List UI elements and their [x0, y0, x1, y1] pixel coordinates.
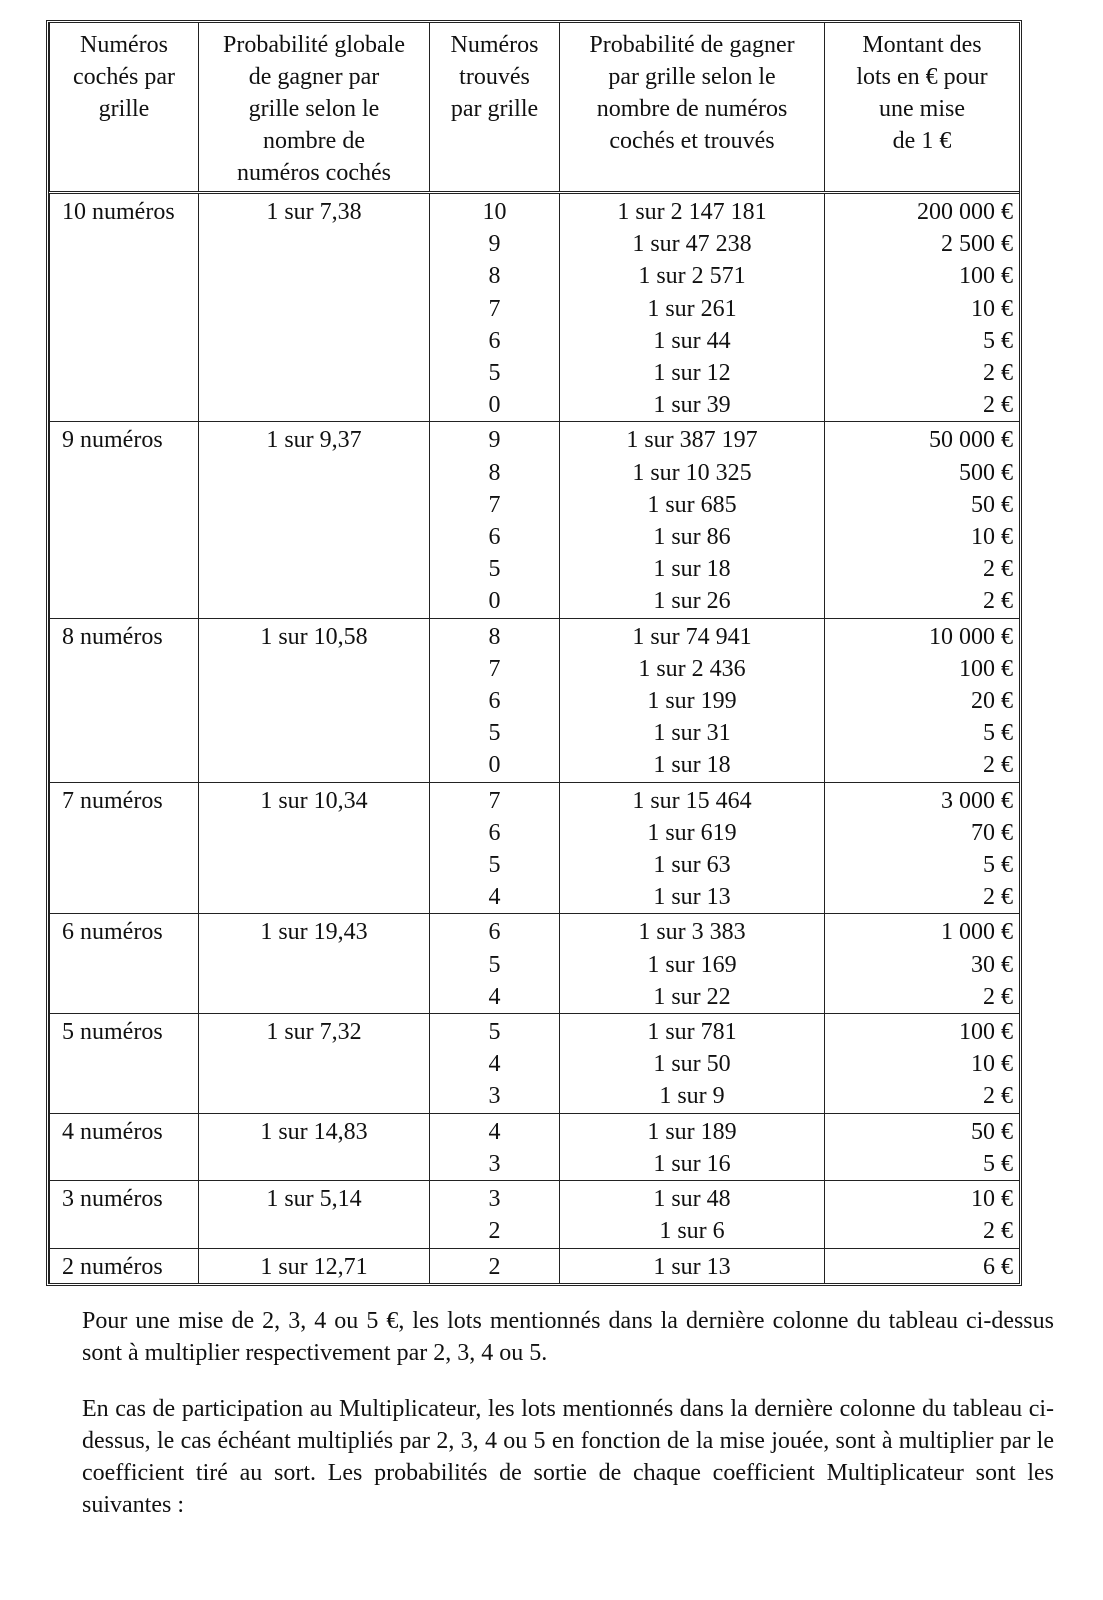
prize-amount-value: 10 € [971, 524, 1013, 551]
found-number-cell [430, 914, 560, 1014]
header-line: Montant des [862, 32, 982, 58]
checked-numbers-cell: 3 numéros [50, 1181, 199, 1248]
header-line: par grille [450, 96, 539, 122]
header-line: cochés et trouvés [609, 128, 775, 154]
prize-amount-value: 2 € [983, 983, 1013, 1010]
found-number-value: 3 [488, 1083, 501, 1110]
prize-amount-value: 200 000 € [917, 199, 1013, 225]
prize-amount-value: 3 000 € [941, 787, 1013, 814]
prize-amount-value: 500 € [959, 459, 1013, 486]
header-line: Probabilité de gagner [589, 32, 795, 58]
found-number-value: 0 [488, 752, 501, 779]
header-line: par grille selon le [608, 64, 776, 90]
prize-amount-value: 5 € [983, 1150, 1013, 1177]
found-number-value: 7 [488, 787, 501, 814]
header-line: de gagner par [248, 64, 380, 90]
probability-cell [560, 1181, 825, 1248]
global-probability-cell: 1 sur 7,32 [199, 1014, 430, 1114]
found-number-cell [430, 1113, 560, 1180]
found-number-value: 8 [488, 263, 501, 290]
header-global-probability [199, 23, 430, 193]
found-number-value: 9 [488, 427, 501, 454]
prize-table [49, 23, 1020, 1283]
global-probability-cell: 1 sur 9,37 [199, 422, 430, 618]
found-number-cell [430, 193, 560, 422]
probability-value: 1 sur 22 [653, 983, 731, 1010]
table-row [50, 1181, 1020, 1248]
found-number-value: 5 [488, 1019, 501, 1046]
prize-amount-value: 2 € [983, 588, 1013, 615]
checked-numbers-cell: 4 numéros [50, 1113, 199, 1180]
prize-amount-value: 6 € [983, 1253, 1013, 1280]
probability-cell [560, 193, 825, 422]
prize-amount-value: 20 € [971, 688, 1013, 715]
checked-numbers-cell: 7 numéros [50, 782, 199, 914]
probability-cell [560, 618, 825, 782]
found-number-value: 6 [488, 327, 501, 354]
prize-amount-cell [825, 618, 1020, 782]
probability-value: 1 sur 39 [653, 392, 731, 419]
table-header-row [50, 23, 1020, 193]
found-number-value: 6 [488, 819, 501, 846]
prize-amount-value: 2 € [983, 360, 1013, 387]
found-number-value: 3 [488, 1186, 501, 1213]
header-found-numbers [430, 23, 560, 193]
found-number-value: 6 [488, 688, 501, 715]
prize-amount-value: 5 € [983, 852, 1013, 879]
prize-amount-value: 2 € [983, 752, 1013, 779]
found-number-value: 5 [488, 556, 501, 583]
probability-value: 1 sur 74 941 [632, 623, 752, 650]
found-number-cell [430, 1181, 560, 1248]
prize-amount-value: 10 € [971, 295, 1013, 322]
probability-cell [560, 914, 825, 1014]
found-number-value: 10 [482, 199, 507, 225]
found-number-value: 6 [488, 919, 501, 946]
found-number-value: 4 [488, 1051, 501, 1078]
header-line: nombre de [263, 128, 365, 154]
probability-cell [560, 1248, 825, 1283]
probability-value: 1 sur 261 [647, 295, 737, 322]
checked-numbers-cell: 9 numéros [50, 422, 199, 618]
found-number-value: 7 [488, 295, 501, 322]
found-number-value: 7 [488, 655, 501, 682]
prize-amount-cell [825, 422, 1020, 618]
found-number-value: 6 [488, 524, 501, 551]
probability-value: 1 sur 2 571 [638, 263, 746, 290]
probability-value: 1 sur 189 [647, 1118, 737, 1145]
checked-numbers-cell: 6 numéros [50, 914, 199, 1014]
prize-amount-value: 1 000 € [941, 919, 1013, 946]
prize-amount-value: 50 € [971, 491, 1013, 518]
prize-amount-cell [825, 1248, 1020, 1283]
probability-value: 1 sur 18 [653, 752, 731, 779]
found-number-value: 5 [488, 720, 501, 747]
found-number-value: 4 [488, 1118, 501, 1145]
found-number-value: 4 [488, 983, 501, 1010]
table-body [50, 193, 1020, 1283]
probability-value: 1 sur 63 [653, 852, 731, 879]
probability-cell [560, 422, 825, 618]
header-line: Numéros [450, 32, 539, 58]
prize-amount-value: 30 € [971, 951, 1013, 978]
probability-value: 1 sur 199 [647, 688, 737, 715]
probability-value: 1 sur 47 238 [632, 231, 752, 258]
probability-value: 1 sur 15 464 [632, 787, 752, 814]
probability-value: 1 sur 50 [653, 1051, 731, 1078]
prize-amount-cell [825, 782, 1020, 914]
probability-value: 1 sur 13 [653, 884, 731, 911]
probability-value: 1 sur 2 436 [638, 655, 746, 682]
table-row [50, 193, 1020, 422]
table-row [50, 1248, 1020, 1283]
probability-cell [560, 1014, 825, 1114]
probability-value: 1 sur 685 [647, 491, 737, 518]
found-number-value: 9 [488, 231, 501, 258]
found-number-cell [430, 1014, 560, 1114]
global-probability-cell: 1 sur 5,14 [199, 1181, 430, 1248]
found-number-value: 2 [488, 1253, 501, 1280]
prize-amount-value: 2 € [983, 1083, 1013, 1110]
prize-amount-value: 70 € [971, 819, 1013, 846]
found-number-value: 4 [488, 884, 501, 911]
probability-value: 1 sur 3 383 [638, 919, 746, 946]
found-number-value: 0 [488, 588, 501, 615]
found-number-cell [430, 782, 560, 914]
header-line: grille selon le [248, 96, 380, 122]
prize-table-frame [46, 20, 1022, 1286]
probability-value: 1 sur 86 [653, 524, 731, 551]
found-number-value: 5 [488, 852, 501, 879]
prize-amount-value: 2 € [983, 884, 1013, 911]
prize-amount-value: 2 € [983, 1218, 1013, 1245]
prize-amount-value: 10 € [971, 1186, 1013, 1213]
global-probability-cell: 1 sur 14,83 [199, 1113, 430, 1180]
probability-value: 1 sur 6 [659, 1218, 725, 1245]
found-number-cell [430, 1248, 560, 1283]
probability-cell [560, 782, 825, 914]
prize-amount-value: 100 € [959, 263, 1013, 290]
probability-value: 1 sur 10 325 [632, 459, 752, 486]
prize-amount-value: 2 € [983, 392, 1013, 419]
prize-amount-value: 10 000 € [929, 623, 1013, 650]
checked-numbers-cell: 5 numéros [50, 1014, 199, 1114]
found-number-value: 2 [488, 1218, 501, 1245]
header-line: grille [98, 96, 150, 122]
table-row [50, 782, 1020, 914]
probability-value: 1 sur 13 [653, 1253, 731, 1280]
checked-numbers-cell: 10 numéros [50, 193, 199, 422]
global-probability-cell: 1 sur 12,71 [199, 1248, 430, 1283]
table-row [50, 1014, 1020, 1114]
header-checked-numbers [50, 23, 199, 193]
probability-cell [560, 1113, 825, 1180]
probability-value: 1 sur 12 [653, 360, 731, 387]
found-number-value: 5 [488, 360, 501, 387]
checked-numbers-cell: 8 numéros [50, 618, 199, 782]
table-row [50, 618, 1020, 782]
found-number-value: 8 [488, 459, 501, 486]
prize-amount-value: 50 € [971, 1118, 1013, 1145]
note-paragraph-stake: Pour une mise de 2, 3, 4 ou 5 €, les lots mentionnés dans la dernière colonne du tableau ci-dessus sont à multiplier respectivement par 2, 3, 4 ou 5. [82, 1308, 1054, 1366]
prize-amount-cell [825, 193, 1020, 422]
header-line: numéros cochés [237, 160, 391, 186]
prize-amount-cell [825, 1181, 1020, 1248]
prize-amount-value: 5 € [983, 720, 1013, 747]
global-probability-cell: 1 sur 10,58 [199, 618, 430, 782]
probability-value: 1 sur 169 [647, 951, 737, 978]
prize-amount-value: 100 € [959, 655, 1013, 682]
probability-value: 1 sur 31 [653, 720, 731, 747]
header-line: une mise [879, 96, 965, 122]
table-row [50, 914, 1020, 1014]
global-probability-cell: 1 sur 7,38 [199, 193, 430, 422]
found-number-value: 8 [488, 623, 501, 650]
prize-amount-value: 10 € [971, 1051, 1013, 1078]
found-number-cell [430, 422, 560, 618]
header-prize-amount [825, 23, 1020, 193]
found-number-value: 0 [488, 392, 501, 419]
found-number-value: 7 [488, 491, 501, 518]
notes-section [82, 1305, 1054, 1545]
prize-amount-value: 5 € [983, 327, 1013, 354]
prize-amount-cell [825, 1113, 1020, 1180]
header-line: de 1 € [892, 128, 952, 154]
found-number-value: 3 [488, 1150, 501, 1177]
table-row [50, 422, 1020, 618]
global-probability-cell: 1 sur 10,34 [199, 782, 430, 914]
prize-amount-cell [825, 1014, 1020, 1114]
prize-amount-value: 2 500 € [941, 231, 1013, 258]
found-number-cell [430, 618, 560, 782]
global-probability-cell: 1 sur 19,43 [199, 914, 430, 1014]
header-line: Probabilité globale [223, 32, 405, 58]
checked-numbers-cell: 2 numéros [50, 1248, 199, 1283]
probability-value: 1 sur 619 [647, 819, 737, 846]
header-line: nombre de numéros [596, 96, 788, 122]
header-line: lots en € pour [856, 64, 988, 90]
note-paragraph-multiplier: En cas de participation au Multiplicateur, les lots mentionnés dans la dernière colonne du tableau ci-dessus, le cas échéant multipliés par 2, 3, 4 ou 5 en fonction de la mise jouée, sont à multiplier par le coefficient tiré au sort. Les probabilités de sortie de chaque coefficient Multiplicateur sont les suivantes : [82, 1396, 1054, 1518]
probability-value: 1 sur 2 147 181 [617, 199, 767, 225]
probability-value: 1 sur 387 197 [626, 427, 758, 454]
probability-value: 1 sur 781 [647, 1019, 737, 1046]
header-line: cochés par [73, 64, 175, 90]
prize-amount-value: 2 € [983, 556, 1013, 583]
header-probability-by-found [560, 23, 825, 193]
probability-value: 1 sur 48 [653, 1186, 731, 1213]
header-line: Numéros [80, 32, 168, 58]
found-number-value: 5 [488, 951, 501, 978]
probability-value: 1 sur 18 [653, 556, 731, 583]
prize-amount-value: 100 € [959, 1019, 1013, 1046]
prize-amount-cell [825, 914, 1020, 1014]
probability-value: 1 sur 16 [653, 1150, 731, 1177]
probability-value: 1 sur 26 [653, 588, 731, 615]
probability-value: 1 sur 44 [653, 327, 731, 354]
header-line: trouvés [459, 64, 530, 90]
probability-value: 1 sur 9 [659, 1083, 725, 1110]
prize-amount-value: 50 000 € [929, 427, 1013, 454]
table-row [50, 1113, 1020, 1180]
